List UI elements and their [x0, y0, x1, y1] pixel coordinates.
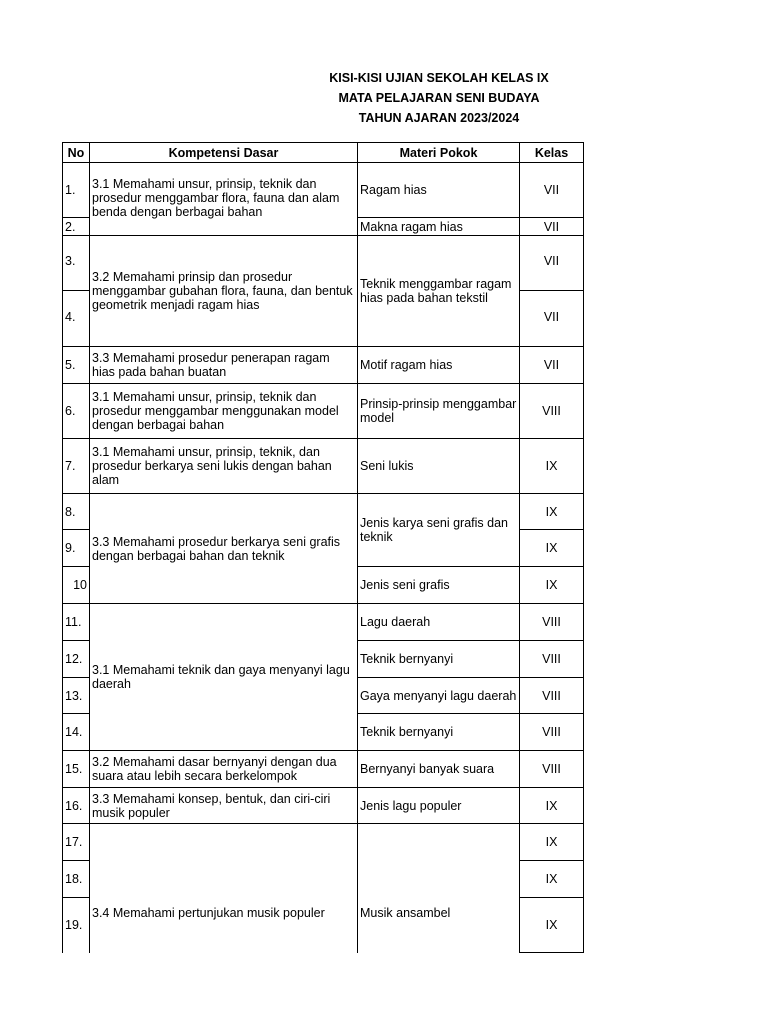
materi-pokok-cell: Teknik bernyanyi	[358, 641, 520, 678]
table-row	[63, 236, 584, 291]
kompetensi-dasar-cell: 3.1 Memahami unsur, prinsip, teknik dan prosedur menggambar flora, fauna dan alam benda dengan berbagai bahan	[90, 163, 358, 236]
kompetensi-dasar-cell: 3.2 Memahami dasar bernyanyi dengan dua suara atau lebih secara berkelompok	[90, 751, 358, 788]
row-number: 5.	[63, 347, 90, 384]
row-number: 10	[63, 567, 90, 604]
kelas-cell: VII	[520, 163, 584, 218]
row-number: 11.	[63, 604, 90, 641]
row-number: 14.	[63, 714, 90, 751]
row-number: 17.	[63, 824, 90, 861]
kompetensi-dasar-cell: 3.3 Memahami prosedur berkarya seni grafis dengan berbagai bahan dan teknik	[90, 494, 358, 604]
kompetensi-dasar-cell: 3.2 Memahami prinsip dan prosedur menggambar gubahan flora, fauna, dan bentuk geometrik menjadi ragam hias	[90, 236, 358, 347]
materi-pokok-cell: Teknik menggambar ragam hias pada bahan tekstil	[358, 236, 520, 347]
table-row	[63, 384, 584, 439]
materi-pokok-cell: Motif ragam hias	[358, 347, 520, 384]
row-number: 1.	[63, 163, 90, 218]
table-row	[63, 494, 584, 530]
kompetensi-dasar-cell: 3.3 Memahami konsep, bentuk, dan ciri-ciri musik populer	[90, 788, 358, 824]
kelas-cell: VII	[520, 218, 584, 236]
kompetensi-dasar-cell: 3.1 Memahami unsur, prinsip, teknik, dan prosedur berkarya seni lukis dengan bahan alam	[90, 439, 358, 494]
kelas-cell: VIII	[520, 384, 584, 439]
header-title: KISI-KISI UJIAN SEKOLAH KELAS IX	[329, 71, 549, 85]
table-row	[63, 439, 584, 494]
row-number: 9.	[63, 530, 90, 567]
materi-pokok-cell: Gaya menyanyi lagu daerah	[358, 678, 520, 714]
table-row	[63, 163, 584, 218]
kelas-cell: IX	[520, 824, 584, 861]
table-header-row	[63, 143, 584, 163]
materi-pokok-cell: Ragam hias	[358, 163, 520, 218]
table-row	[63, 788, 584, 824]
materi-pokok-cell: Jenis seni grafis	[358, 567, 520, 604]
table-row	[63, 347, 584, 384]
kompetensi-dasar-cell: 3.3 Memahami prosedur penerapan ragam hias pada bahan buatan	[90, 347, 358, 384]
kelas-cell: IX	[520, 439, 584, 494]
materi-pokok-cell: Jenis lagu populer	[358, 788, 520, 824]
row-number: 13.	[63, 678, 90, 714]
materi-pokok-cell: Teknik bernyanyi	[358, 714, 520, 751]
row-number: 15.	[63, 751, 90, 788]
materi-pokok-cell: Seni lukis	[358, 439, 520, 494]
materi-pokok-cell: Musik ansambel	[358, 824, 520, 953]
row-number: 6.	[63, 384, 90, 439]
document-header	[0, 68, 768, 128]
kompetensi-dasar-cell: 3.1 Memahami unsur, prinsip, teknik dan prosedur menggambar menggunakan model dengan berbagai bahan	[90, 384, 358, 439]
materi-pokok-cell: Makna ragam hias	[358, 218, 520, 236]
header-subject: MATA PELAJARAN SENI BUDAYA	[338, 91, 540, 105]
materi-pokok-cell: Jenis karya seni grafis dan teknik	[358, 494, 520, 567]
row-number: 7.	[63, 439, 90, 494]
kelas-cell: VIII	[520, 641, 584, 678]
kompetensi-dasar-cell: 3.1 Memahami teknik dan gaya menyanyi lagu daerah	[90, 604, 358, 751]
kelas-cell: IX	[520, 567, 584, 604]
table-row	[63, 604, 584, 641]
kelas-cell: VIII	[520, 604, 584, 641]
kelas-cell: VII	[520, 347, 584, 384]
column-header-materi-pokok: Materi Pokok	[358, 143, 520, 163]
kelas-cell: VIII	[520, 714, 584, 751]
row-number: 16.	[63, 788, 90, 824]
row-number: 19.	[63, 898, 90, 953]
kelas-cell: VII	[520, 236, 584, 291]
materi-pokok-cell: Prinsip-prinsip menggambar model	[358, 384, 520, 439]
kelas-cell: IX	[520, 788, 584, 824]
kelas-cell: VII	[520, 291, 584, 347]
row-number: 2.	[63, 218, 90, 236]
materi-pokok-cell: Bernyanyi banyak suara	[358, 751, 520, 788]
row-number: 3.	[63, 236, 90, 291]
kelas-cell: VIII	[520, 678, 584, 714]
table-row	[63, 751, 584, 788]
row-number: 18.	[63, 861, 90, 898]
column-header-kelas: Kelas	[520, 143, 584, 163]
kisi-kisi-table	[62, 142, 584, 953]
kelas-cell: IX	[520, 861, 584, 898]
materi-pokok-cell: Lagu daerah	[358, 604, 520, 641]
column-header-no: No	[63, 143, 90, 163]
column-header-kompetensi-dasar: Kompetensi Dasar	[90, 143, 358, 163]
row-number: 8.	[63, 494, 90, 530]
kelas-cell: VIII	[520, 751, 584, 788]
kelas-cell: IX	[520, 494, 584, 530]
row-number: 4.	[63, 291, 90, 347]
kompetensi-dasar-cell: 3.4 Memahami pertunjukan musik populer	[90, 824, 358, 953]
header-year: TAHUN AJARAN 2023/2024	[358, 111, 520, 125]
kelas-cell: IX	[520, 530, 584, 567]
kelas-cell: IX	[520, 898, 584, 953]
row-number: 12.	[63, 641, 90, 678]
table-row	[63, 824, 584, 861]
